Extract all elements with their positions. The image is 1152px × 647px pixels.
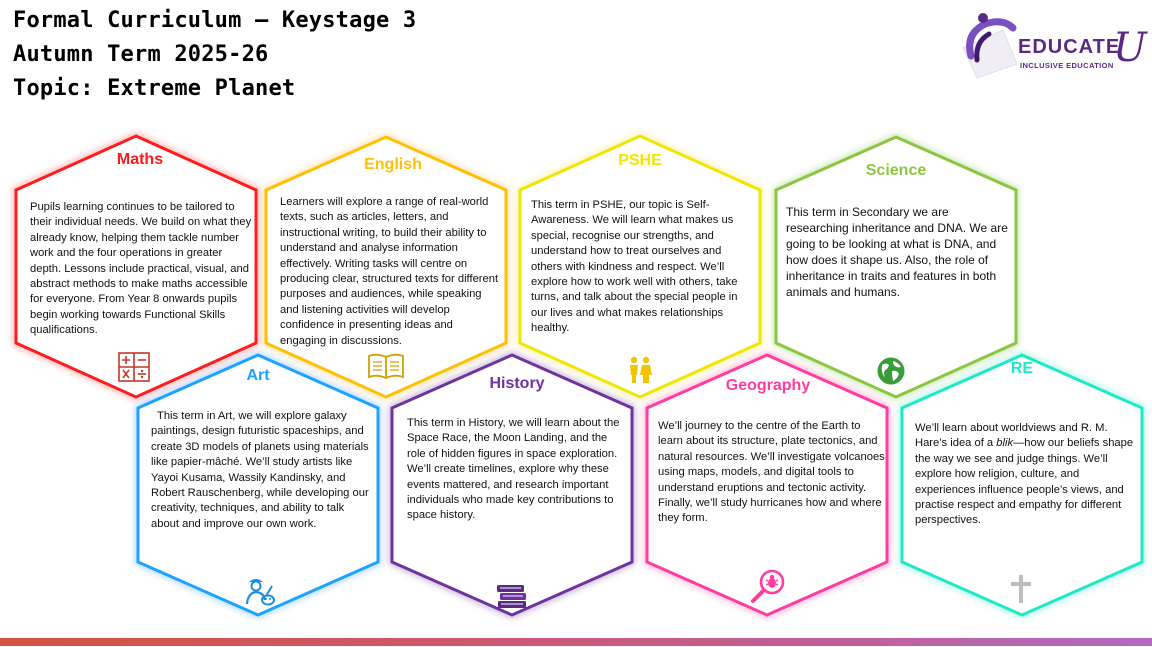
open-book-icon xyxy=(367,352,405,380)
footer-stripe xyxy=(0,638,1152,646)
science-title: Science xyxy=(865,162,927,179)
geography-text: We’ll journey to the centre of the Earth to learn about its structure, plate tectonics, and natural resources. We’ll investigate volcanoes using maps, models, and digital tools to understand eruptions and tectonic activity. Finally, we’ll study hurricanes how and where they form. xyxy=(658,420,885,525)
books-icon xyxy=(495,580,529,610)
english-text: Learners will explore a range of real-world texts, such as articles, letters, and instructional writing, to build their ability to understand and analyse information effectively. Writing tasks will centre on producing clear, structured texts for different purposes and audiences, while speaking and listening activities will develop confidence in presenting ideas and engaging in discussions. xyxy=(280,196,499,347)
geography-title: Geography xyxy=(725,377,811,394)
art-title: Art xyxy=(246,367,270,384)
art-text: This term in Art, we will explore galaxy paintings, design futuristic spaceships, and create 3D models of planets using materials like papier-mâché. We’ll study artists like Yayoi Kusama, Wassily Kandinsky, and Robert Rauschenberg, while developing our creativity, techniques, and ability to talk about and improve our own work. xyxy=(151,410,369,530)
re-text-part-1: We’ll learn about worldviews and R. M. Hare’s idea of a xyxy=(915,422,1108,450)
pshe-title: PSHE xyxy=(618,152,662,169)
magnifier-bug-icon xyxy=(750,567,788,605)
logo-wordmark: EDUCATE xyxy=(1018,36,1121,58)
title-line-1: Formal Curriculum – Keystage 3 xyxy=(13,8,417,33)
re-text-emphasis: blik xyxy=(996,437,1014,450)
science-text: This term in Secondary we are researching inheritance and DNA. We are going to be looking at what is DNA, and how does it shape us. Also, the role of inheritance in traits and features in both animals and humans. xyxy=(786,205,1008,299)
re-text-part-2: —how our beliefs shape the way we see and judge things. We’ll explore how religion, culture, and experiences influence people’s views, and practise respect and empathy for different perspectives. xyxy=(915,437,1134,527)
artist-icon xyxy=(243,574,277,608)
globe-icon xyxy=(876,356,906,386)
pshe-text: This term in PSHE, our topic is Self-Awareness. We will learn what makes us special, recognise our strengths, and understand how to treat ourselves and others with kindness and respect. We’ll explore how to work well with others, take turns, and talk about the special people in our lives and what makes relationships healthy. xyxy=(531,199,738,335)
logo-tagline: INCLUSIVE EDUCATION xyxy=(1020,61,1114,70)
re-title: RE xyxy=(1010,360,1034,377)
english-title: English xyxy=(364,156,422,173)
history-text: This term in History, we will learn about the Space Race, the Moon Landing, and the role of hidden figures in space exploration. We’ll create timelines, explore why these events mattered, and research important individuals who made key contributions to space history. xyxy=(407,417,620,522)
logo-letter: U xyxy=(1113,25,1147,71)
maths-symbols-icon xyxy=(118,352,150,382)
history-title: History xyxy=(489,375,545,392)
topic-line: Topic: Extreme Planet xyxy=(13,76,296,101)
title-line-2: Autumn Term 2025-26 xyxy=(13,42,269,67)
people-icon xyxy=(626,356,654,384)
maths-text: Pupils learning continues to be tailored to their individual needs. We build on what they already know, helping them tackle number work and the four operations in greater depth. Lessons include practical, visual, and abstract methods to make maths accessible for everyone. From Year 8 onwards pupils begin working towards Functional Skills qualifications. xyxy=(30,201,252,337)
re-text xyxy=(915,421,1137,529)
cross-icon xyxy=(1010,574,1032,604)
maths-title: Maths xyxy=(116,151,164,168)
